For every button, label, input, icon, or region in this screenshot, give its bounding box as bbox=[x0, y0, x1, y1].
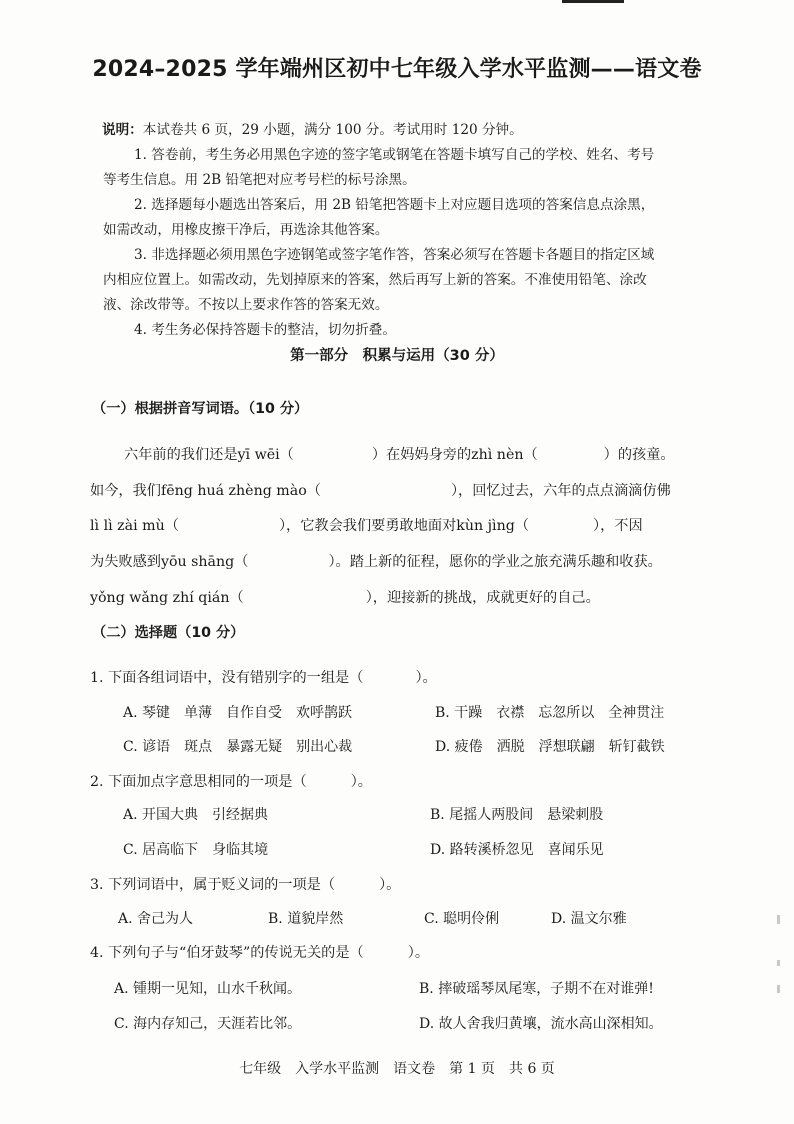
scan-edge-mark bbox=[777, 915, 780, 924]
pinyin-line-4: 为失败感到yōu shāng（ ）。踏上新的征程，愿你的学业之旅充满乐趣和收获。 bbox=[90, 554, 662, 570]
answer-blank[interactable] bbox=[529, 520, 593, 530]
question-1-option-d: D. 疲倦 洒脱 浮想联翩 斩钉截铁 bbox=[435, 739, 665, 755]
instructions-text: 本试卷共 6 页，29 小题，满分 100 分。考试用时 120 分钟。 bbox=[142, 122, 523, 138]
answer-blank[interactable] bbox=[307, 776, 351, 786]
question-1-option-a: A. 琴键 单薄 自作自受 欢呼鹊跃 bbox=[123, 705, 353, 721]
instruction-3-cont2: 液、涂改带等。不按以上要求作答的答案无效。 bbox=[103, 297, 389, 313]
question-2-option-b: B. 尾摇人两股间 悬梁刺股 bbox=[430, 807, 604, 823]
section-2-heading: （二）选择题（10 分） bbox=[92, 625, 245, 641]
answer-blank[interactable] bbox=[363, 672, 415, 682]
section-1-heading: （一）根据拼音写词语。（10 分） bbox=[92, 401, 309, 417]
instruction-2-cont: 如需改动，用橡皮擦干净后，再选涂其他答案。 bbox=[103, 222, 389, 238]
answer-blank[interactable] bbox=[538, 449, 604, 459]
question-1-option-b: B. 干躁 衣襟 忘忽所以 全神贯注 bbox=[435, 705, 665, 721]
question-4-option-d: D. 故人舍我归黄壤，流水高山深相知。 bbox=[419, 1016, 663, 1032]
pinyin-line-3: lì lì zài mù（ ），它教会我们要勇敢地面对kùn jìng（ ），不因 bbox=[90, 518, 643, 534]
instruction-3-cont: 内相应位置上。如需改动，先划掉原来的答案，然后再写上新的答案。不准使用铅笔、涂改 bbox=[103, 272, 647, 288]
question-2-option-c: C. 居高临下 身临其境 bbox=[123, 842, 269, 858]
question-2-option-a: A. 开国大典 引经据典 bbox=[123, 807, 269, 823]
question-4-option-a: A. 锺期一见知，山水千秋闻。 bbox=[114, 981, 302, 997]
question-2-stem: 2. 下面加点字意思相同的一项是（ ）。 bbox=[90, 774, 372, 790]
question-4-stem: 4. 下列句子与“伯牙鼓琴”的传说无关的是（ ）。 bbox=[90, 945, 430, 961]
exam-title: 2024–2025 学年端州区初中七年级入学水平监测——语文卷 bbox=[92, 57, 702, 82]
pinyin-line-1: 六年前的我们还是yī wēi（ ）在妈妈身旁的zhì nèn（ ）的孩童。 bbox=[124, 447, 675, 463]
scan-edge-mark bbox=[562, 0, 624, 3]
instruction-1: 1. 答卷前，考生务必用黑色字迹的签字笔或钢笔在答题卡填写自己的学校、姓名、考号 bbox=[134, 147, 655, 163]
answer-blank[interactable] bbox=[294, 449, 372, 459]
pinyin-line-2: 如今，我们fēng huá zhèng mào（ ），回忆过去，六年的点点滴滴仿佛 bbox=[90, 483, 671, 499]
question-3-stem: 3. 下列词语中，属于贬义词的一项是（ ）。 bbox=[90, 877, 401, 893]
answer-blank[interactable] bbox=[321, 485, 451, 495]
question-3-option-b: B. 道貌岸然 bbox=[268, 911, 344, 927]
question-1-option-c: C. 谚语 斑点 暴露无疑 别出心裁 bbox=[123, 739, 353, 755]
answer-blank[interactable] bbox=[364, 947, 408, 957]
instruction-4: 4. 考生务必保持答题卡的整洁，切勿折叠。 bbox=[134, 322, 396, 338]
answer-blank[interactable] bbox=[335, 879, 379, 889]
question-3-option-a: A. 舍己为人 bbox=[118, 911, 194, 927]
part-heading: 第一部分 积累与运用（30 分） bbox=[290, 348, 504, 364]
question-1-stem: 1. 下面各组词语中，没有错别字的一组是（ ）。 bbox=[90, 670, 437, 686]
question-4-option-b: B. 摔破瑶琴凤尾寒，子期不在对谁弹! bbox=[419, 981, 654, 997]
scan-edge-mark bbox=[777, 960, 780, 966]
question-3-option-c: C. 聪明伶俐 bbox=[424, 911, 500, 927]
page-footer: 七年级 入学水平监测 语文卷 第 1 页 共 6 页 bbox=[239, 1061, 555, 1077]
answer-blank[interactable] bbox=[248, 556, 328, 566]
question-3-option-d: D. 温文尔雅 bbox=[551, 911, 627, 927]
question-4-option-c: C. 海内存知己，天涯若比邻。 bbox=[114, 1016, 302, 1032]
scan-edge-mark bbox=[777, 985, 780, 993]
answer-blank[interactable] bbox=[179, 520, 279, 530]
instructions-intro bbox=[102, 121, 523, 139]
instruction-3: 3. 非选择题必须用黑色字迹钢笔或签字笔作答，答案必须写在答题卡各题目的指定区域 bbox=[134, 247, 655, 263]
instruction-1-cont: 等考生信息。用 2B 铅笔把对应考号栏的标号涂黑。 bbox=[103, 172, 416, 188]
instruction-2: 2. 选择题每小题选出答案后，用 2B 铅笔把答题卡上对应题目选项的答案信息点涂黑， bbox=[134, 197, 655, 213]
answer-blank[interactable] bbox=[244, 592, 366, 602]
pinyin-line-5: yǒng wǎng zhí qián（ ），迎接新的挑战，成就更好的自己。 bbox=[90, 590, 600, 606]
instructions-label: 说明： bbox=[102, 122, 143, 138]
question-2-option-d: D. 路转溪桥忽见 喜闻乐见 bbox=[430, 842, 604, 858]
